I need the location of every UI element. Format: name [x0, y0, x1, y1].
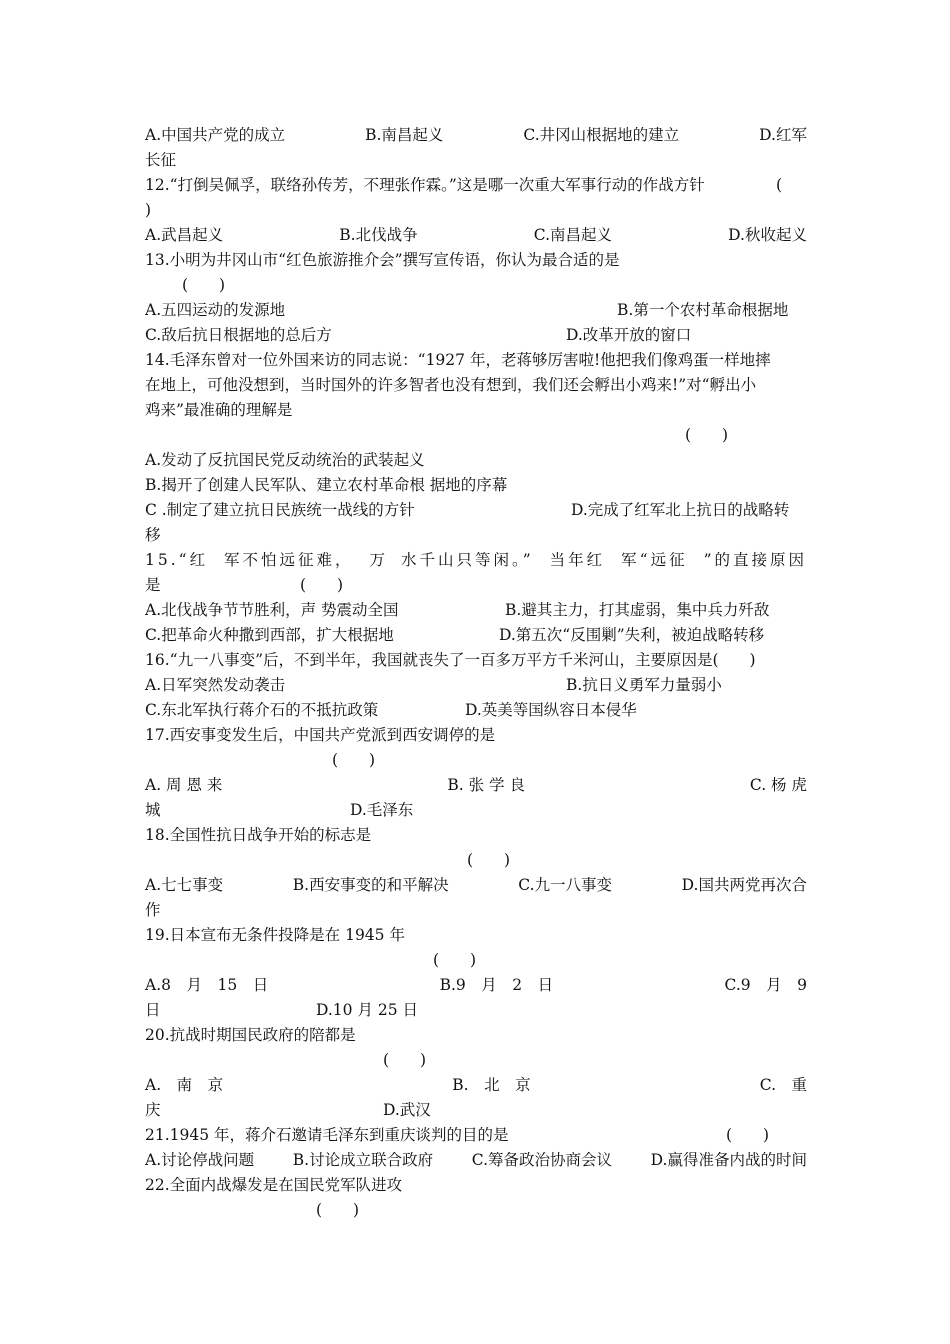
- q11-option-a: A.中国共产党的成立: [145, 126, 286, 144]
- q14-option-d-wrap: 移: [145, 526, 161, 544]
- q19-option-a: A.8 月 15 日: [145, 976, 269, 994]
- q21-options: [145, 1149, 807, 1171]
- q12-option-d: D.秋收起义: [728, 226, 807, 244]
- q18-stem: 18.全国性抗日战争开始的标志是: [145, 826, 372, 844]
- q20-option-c-wrap: 庆: [145, 1101, 161, 1119]
- q14-stem-line1: 14.毛泽东曾对一位外国来访的同志说：“1927 年，老蒋够厉害啦!他把我们像鸡蛋一样地摔: [145, 351, 771, 369]
- q12-option-c: C.南昌起义: [533, 226, 613, 244]
- q12-option-b: B.北伐战争: [339, 226, 418, 244]
- q15-answer-paren: ( ): [300, 576, 344, 594]
- q17-options: [145, 774, 807, 796]
- q15-option-a: A.北伐战争节节胜利，声 势震动全国: [145, 601, 399, 619]
- q19-option-c: C.9 月 9: [724, 976, 807, 994]
- q20-stem: 20.抗战时期国民政府的陪都是: [145, 1026, 356, 1044]
- q19-stem: 19.日本宣布无条件投降是在 1945 年: [145, 926, 405, 944]
- q14-option-d: D.完成了红军北上抗日的战略转: [571, 501, 790, 519]
- q15-option-b: B.避其主力，打其虚弱，集中兵力歼敌: [505, 601, 770, 619]
- q20-option-a: A. 南 京: [145, 1076, 224, 1094]
- q14-option-c: C .制定了建立抗日民族统一战线的方针: [145, 501, 415, 519]
- q14-stem-line2: 在地上，可他没想到，当时国外的许多智者也没有想到，我们还会孵出小鸡来!”对“孵出小: [145, 376, 757, 394]
- q21-option-d: D.赢得准备内战的时间: [650, 1151, 807, 1169]
- q12-option-a: A.武昌起义: [145, 226, 224, 244]
- q17-option-d: D.毛泽东: [350, 801, 414, 819]
- q11-options: [145, 124, 807, 146]
- q15-stem-part: ”的直接原因: [703, 551, 807, 569]
- q15-stem-part: 15.“红: [145, 551, 209, 569]
- q15-option-c: C.把革命火种撒到西部，扩大根据地: [145, 626, 394, 644]
- q22-answer-paren: ( ): [316, 1201, 360, 1219]
- q16-option-c: C.东北军执行蒋介石的不抵抗政策: [145, 701, 379, 719]
- q15-option-d: D.第五次“反围剿”失利，被迫战略转移: [499, 626, 765, 644]
- q14-stem-line3: 鸡来”最准确的理解是: [145, 401, 293, 419]
- q21-option-a: A.讨论停战问题: [145, 1151, 255, 1169]
- q20-answer-paren: ( ): [383, 1051, 427, 1069]
- q15-stem-line2: 是: [145, 576, 161, 594]
- q17-stem: 17.西安事变发生后，中国共产党派到西安调停的是: [145, 726, 496, 744]
- q16-option-b: B.抗日义勇军力量弱小: [566, 676, 722, 694]
- q13-option-c: C.敌后抗日根据地的总后方: [145, 326, 332, 344]
- q11-option-c: C.井冈山根据地的建立: [523, 126, 680, 144]
- q19-option-b: B.9 月 2 日: [439, 976, 554, 994]
- q20-option-c: C. 重: [759, 1076, 807, 1094]
- q12-answer-paren-open: (: [776, 176, 783, 194]
- q17-option-a: A. 周 恩 来: [145, 776, 223, 794]
- q18-option-c: C.九一八事变: [518, 876, 613, 894]
- q15-stem-part: 当年红: [549, 551, 606, 569]
- q12-options: [145, 224, 807, 246]
- q16-option-d: D.英美等国纵容日本侵华: [465, 701, 637, 719]
- q18-option-d: D.国共两党再次合: [681, 876, 807, 894]
- q17-option-c: C. 杨 虎: [749, 776, 807, 794]
- q13-option-d: D.改革开放的窗口: [566, 326, 692, 344]
- q15-stem-part: 水千山只等闲。”: [401, 551, 534, 569]
- q21-option-b: B.讨论成立联合政府: [292, 1151, 434, 1169]
- q11-option-b: B.南昌起义: [365, 126, 444, 144]
- q22-stem: 22.全面内战爆发是在国民党军队进攻: [145, 1176, 403, 1194]
- q18-answer-paren: ( ): [467, 851, 511, 869]
- q11-option-d: D.红军: [759, 126, 807, 144]
- q14-option-b: B.揭开了创建人民军队、建立农村革命根 据地的序幕: [145, 476, 508, 494]
- q12-answer-paren-close: ): [145, 201, 152, 219]
- q13-option-b: B.第一个农村革命根据地: [617, 301, 789, 319]
- q18-options: [145, 874, 807, 896]
- q15-stem-part: 军不怕远征难，: [224, 551, 354, 569]
- q21-option-c: C.筹备政治协商会议: [471, 1151, 613, 1169]
- q21-answer-paren: ( ): [726, 1126, 770, 1144]
- q17-option-c-wrap: 城: [145, 801, 161, 819]
- q19-options: [145, 974, 807, 996]
- q15-stem-line1: [145, 549, 807, 571]
- q16-option-a: A.日军突然发动袭击: [145, 676, 286, 694]
- q13-option-a: A.五四运动的发源地: [145, 301, 286, 319]
- q13-stem: 13.小明为井冈山市“红色旅游推介会”撰写宣传语，你认为最合适的是: [145, 251, 620, 269]
- q15-stem-part: 军“远征: [621, 551, 688, 569]
- q18-option-a: A.七七事变: [145, 876, 224, 894]
- q20-options: [145, 1074, 807, 1096]
- q14-answer-paren: ( ): [685, 426, 729, 444]
- q11-option-d-wrap: 长征: [145, 151, 177, 169]
- q18-option-d-wrap: 作: [145, 901, 161, 919]
- q21-stem: 21.1945 年，蒋介石邀请毛泽东到重庆谈判的目的是: [145, 1126, 509, 1144]
- q14-option-a: A.发动了反抗国民党反动统治的武装起义: [145, 451, 425, 469]
- q20-option-b: B. 北 京: [452, 1076, 531, 1094]
- q19-option-c-wrap: 日: [145, 1001, 161, 1019]
- q13-answer-paren: ( ): [182, 276, 226, 294]
- q15-stem-part: 万: [369, 551, 386, 569]
- q19-answer-paren: ( ): [433, 951, 477, 969]
- q18-option-b: B.西安事变的和平解决: [292, 876, 449, 894]
- q17-answer-paren: ( ): [332, 751, 376, 769]
- q12-stem: 12.“打倒吴佩孚，联络孙传芳，不理张作霖。”这是哪一次重大军事行动的作战方针: [145, 176, 705, 194]
- q17-option-b: B. 张 学 良: [447, 776, 525, 794]
- q16-stem: 16.“九一八事变”后，不到半年，我国就丧失了一百多万平方千米河山，主要原因是( ): [145, 651, 756, 669]
- q20-option-d: D.武汉: [383, 1101, 431, 1119]
- q19-option-d: D.10 月 25 日: [316, 1001, 419, 1019]
